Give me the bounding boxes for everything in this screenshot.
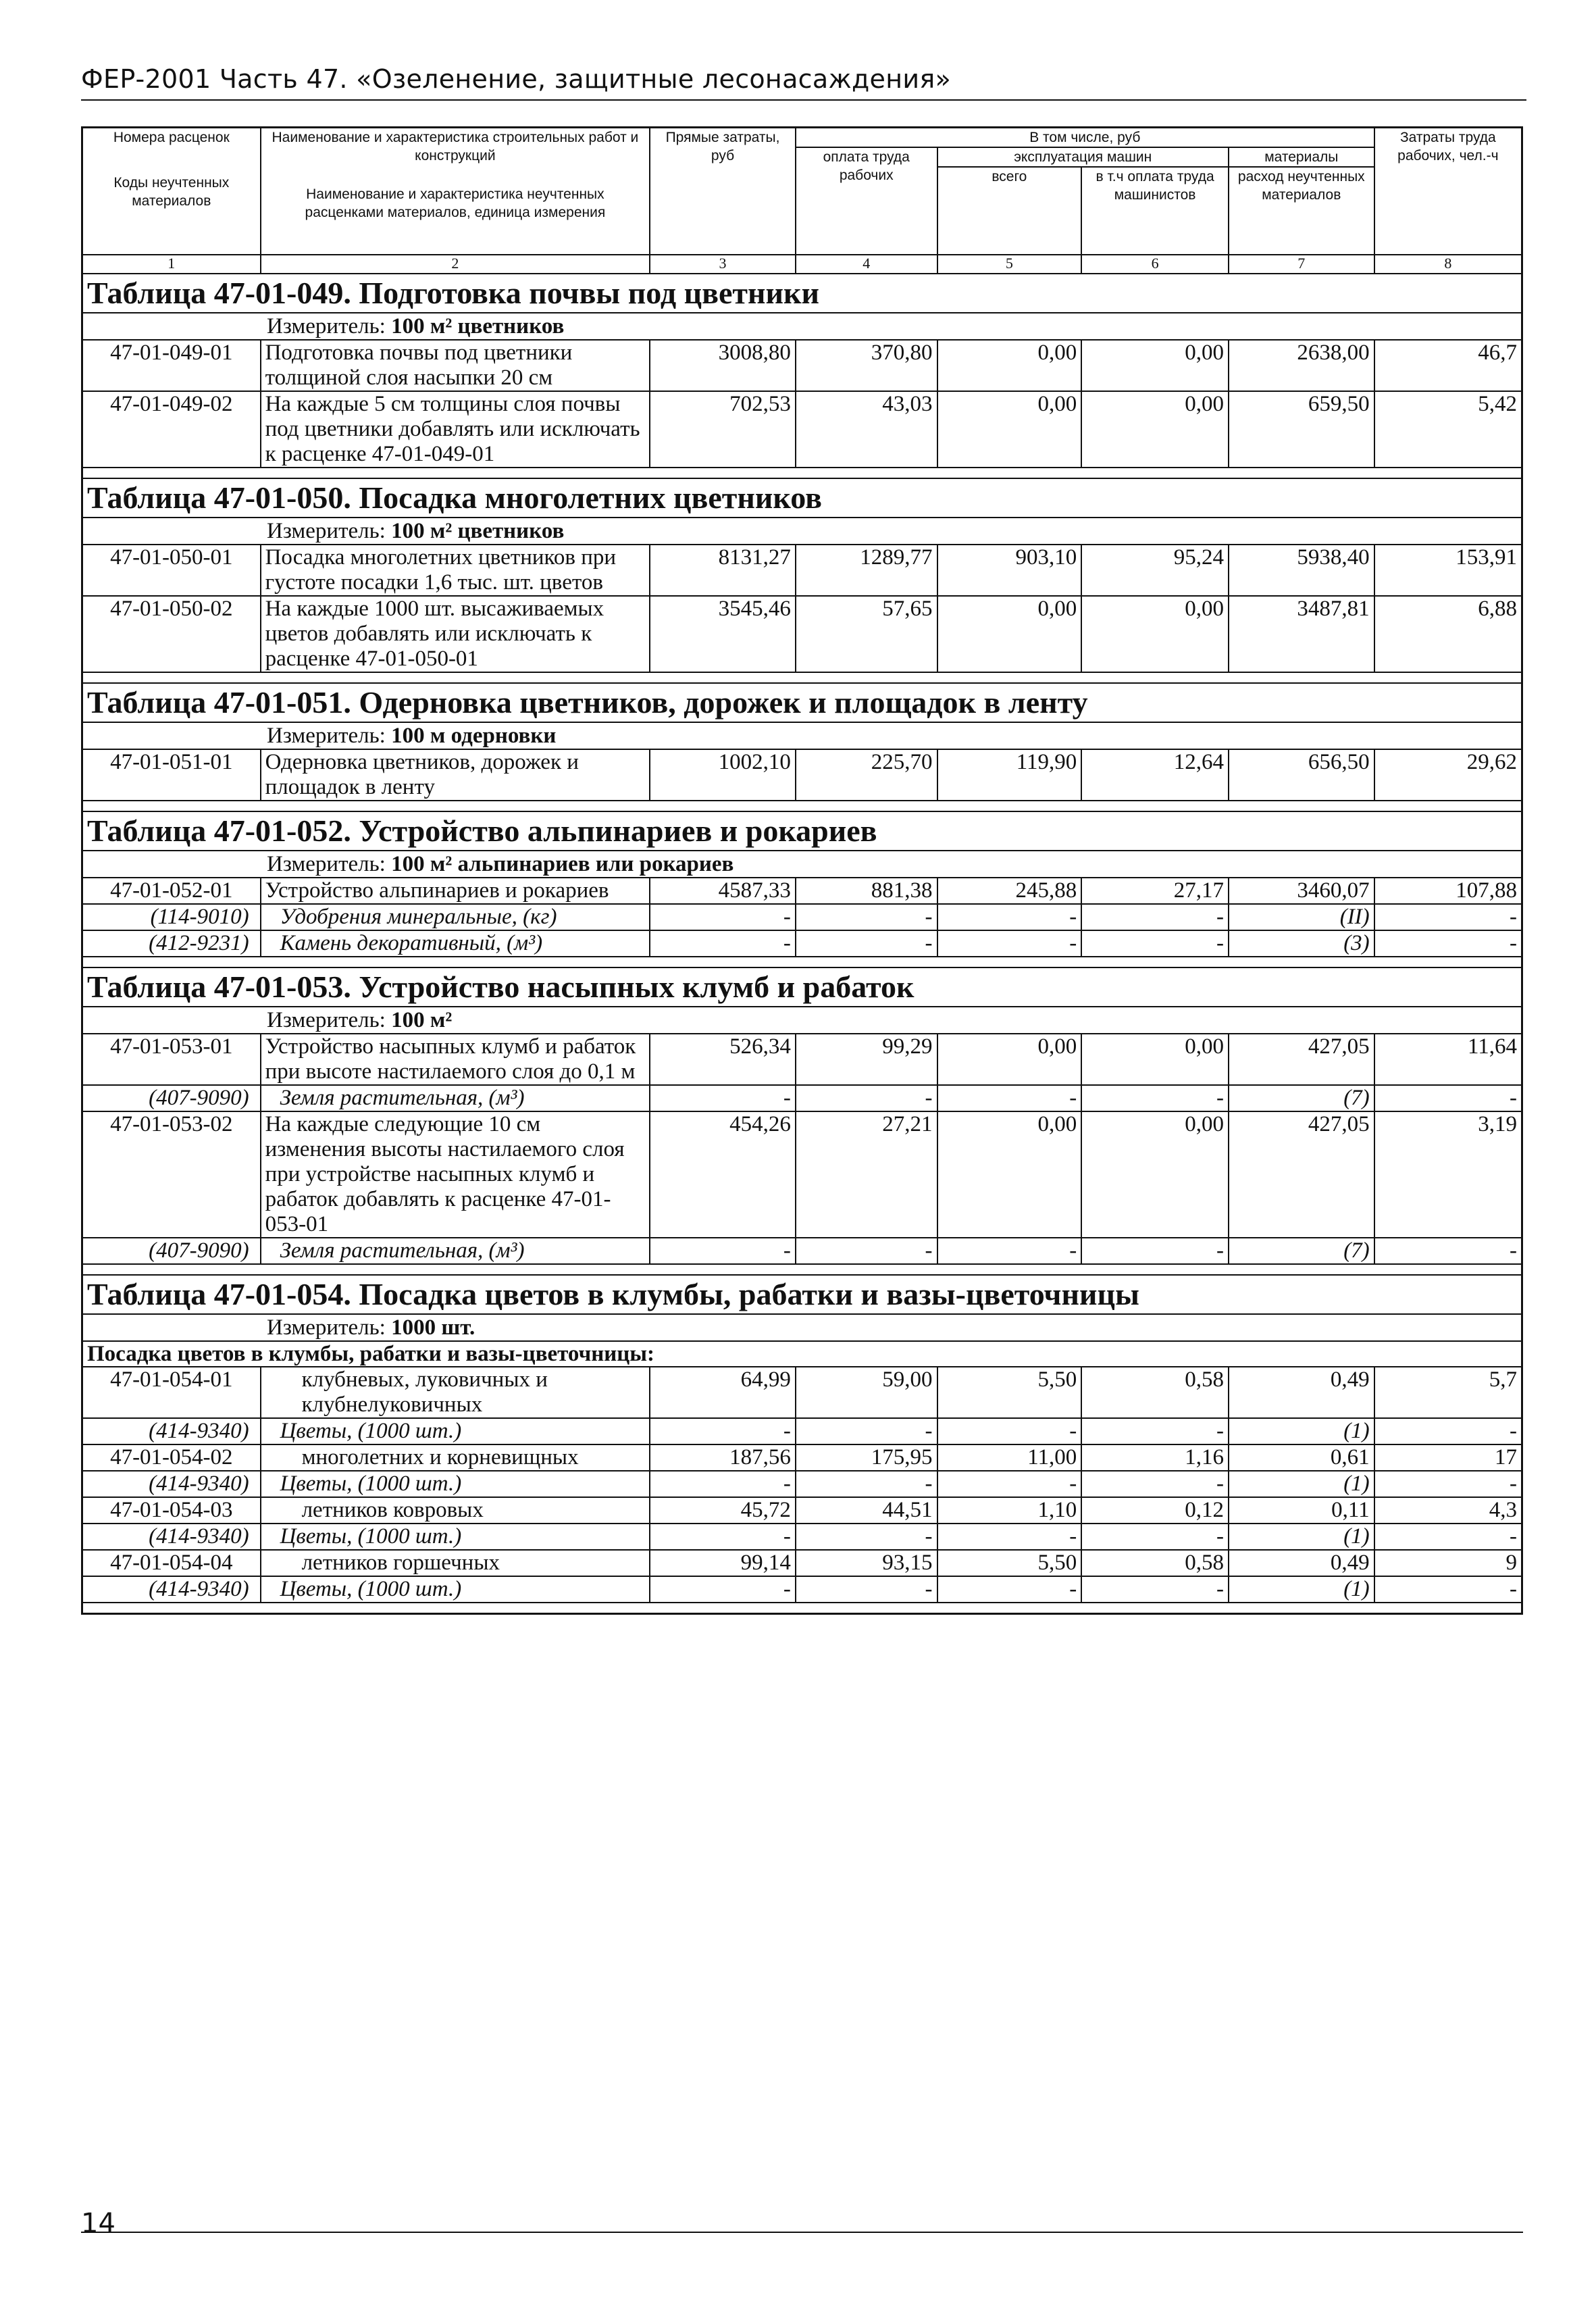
header-machines: эксплуатация машин xyxy=(937,147,1229,167)
rate-row xyxy=(82,1444,1522,1471)
machines-total: 0,00 xyxy=(937,391,1082,468)
rate-code: 47-01-049-01 xyxy=(82,340,261,391)
machinists-pay: 0,58 xyxy=(1081,1367,1229,1418)
material-code: (414-9340) xyxy=(82,1471,261,1497)
header-direct-costs: Прямые затраты, руб xyxy=(650,128,796,255)
unit-row xyxy=(82,1007,1522,1034)
column-number: 5 xyxy=(937,255,1082,274)
work-description: На каждые 1000 шт. высаживаемых цветов добавлять или исключать к расценке 47-01-050-01 xyxy=(261,596,650,672)
machinists-pay: 95,24 xyxy=(1081,545,1229,596)
column-number: 8 xyxy=(1374,255,1522,274)
machinists-pay: 0,00 xyxy=(1081,1034,1229,1085)
unit-cell xyxy=(82,313,1522,340)
materials-cost: (II) xyxy=(1229,904,1374,930)
unit-line xyxy=(267,851,733,877)
labor-hours: 29,62 xyxy=(1374,749,1522,801)
material-row xyxy=(82,1471,1522,1497)
machines-total: - xyxy=(937,904,1082,930)
labor-hours: 153,91 xyxy=(1374,545,1522,596)
rate-code: 47-01-052-01 xyxy=(82,878,261,904)
work-description: Одерновка цветников, дорожек и площадок в ленту xyxy=(261,749,650,801)
machinists-pay: 27,17 xyxy=(1081,878,1229,904)
table-title-row xyxy=(82,1275,1522,1314)
machinists-pay: - xyxy=(1081,1576,1229,1603)
direct-cost: 8131,27 xyxy=(650,545,796,596)
table-title: Таблица 47-01-052. Устройство альпинариев и рокариев xyxy=(82,811,1522,851)
labor-pay: 59,00 xyxy=(796,1367,937,1418)
labor-hours: - xyxy=(1374,1418,1522,1444)
table-header xyxy=(82,128,1522,274)
direct-cost: - xyxy=(650,930,796,957)
rate-row xyxy=(82,596,1522,672)
machines-total: 245,88 xyxy=(937,878,1082,904)
page-number: 14 xyxy=(81,2208,115,2239)
rate-row xyxy=(82,391,1522,468)
materials-cost: (7) xyxy=(1229,1085,1374,1111)
materials-cost: 3487,81 xyxy=(1229,596,1374,672)
material-row xyxy=(82,1418,1522,1444)
unit-cell xyxy=(82,1007,1522,1034)
labor-hours: 9 xyxy=(1374,1550,1522,1576)
machines-total: - xyxy=(937,1085,1082,1111)
machinists-pay: - xyxy=(1081,1471,1229,1497)
direct-cost: 1002,10 xyxy=(650,749,796,801)
machinists-pay: 0,00 xyxy=(1081,340,1229,391)
unit-label: Измеритель: xyxy=(267,314,386,338)
unit-line xyxy=(267,723,556,749)
section-row xyxy=(82,1341,1522,1367)
rate-row xyxy=(82,1497,1522,1524)
material-code: (414-9340) xyxy=(82,1418,261,1444)
direct-cost: 187,56 xyxy=(650,1444,796,1471)
materials-cost: 5938,40 xyxy=(1229,545,1374,596)
materials-cost: (1) xyxy=(1229,1418,1374,1444)
rate-row xyxy=(82,340,1522,391)
column-number: 6 xyxy=(1081,255,1229,274)
rate-row xyxy=(82,1111,1522,1238)
unit-label: Измеритель: xyxy=(267,1315,386,1340)
work-description: летников горшечных xyxy=(261,1550,650,1576)
work-description: клубневых, луковичных и клубнелуковичных xyxy=(261,1367,650,1418)
machinists-pay: - xyxy=(1081,1085,1229,1111)
labor-hours: 3,19 xyxy=(1374,1111,1522,1238)
labor-hours: 17 xyxy=(1374,1444,1522,1471)
material-code: (407-9090) xyxy=(82,1238,261,1264)
machinists-pay: - xyxy=(1081,1418,1229,1444)
labor-pay: 27,21 xyxy=(796,1111,937,1238)
unit-cell xyxy=(82,851,1522,878)
direct-cost: 99,14 xyxy=(650,1550,796,1576)
column-number: 4 xyxy=(796,255,937,274)
rate-code: 47-01-054-02 xyxy=(82,1444,261,1471)
machines-total: 5,50 xyxy=(937,1550,1082,1576)
labor-pay: - xyxy=(796,1576,937,1603)
material-code: (114-9010) xyxy=(82,904,261,930)
unit-cell xyxy=(82,1314,1522,1341)
unit-row xyxy=(82,851,1522,878)
labor-pay: - xyxy=(796,1085,937,1111)
header-names xyxy=(261,128,650,255)
unit-value: 100 м² цветников xyxy=(391,314,565,338)
unit-value: 100 м² цветников xyxy=(391,519,565,543)
direct-cost: 3545,46 xyxy=(650,596,796,672)
table-title-row xyxy=(82,967,1522,1007)
unit-label: Измеритель: xyxy=(267,519,386,543)
labor-pay: 1289,77 xyxy=(796,545,937,596)
unit-cell xyxy=(82,722,1522,749)
header-machinists-pay: в т.ч оплата труда машинистов xyxy=(1081,167,1229,255)
materials-cost: 0,61 xyxy=(1229,1444,1374,1471)
direct-cost: - xyxy=(650,1238,796,1264)
running-head: ФЕР-2001 Часть 47. «Озеленение, защитные лесонасаждения» xyxy=(81,64,1526,101)
rate-row xyxy=(82,878,1522,904)
materials-cost: 427,05 xyxy=(1229,1034,1374,1085)
machines-total: 5,50 xyxy=(937,1367,1082,1418)
direct-cost: 526,34 xyxy=(650,1034,796,1085)
labor-hours: - xyxy=(1374,1085,1522,1111)
direct-cost: 4587,33 xyxy=(650,878,796,904)
rate-code: 47-01-054-04 xyxy=(82,1550,261,1576)
machinists-pay: - xyxy=(1081,1238,1229,1264)
table-title: Таблица 47-01-051. Одерновка цветников, дорожек и площадок в ленту xyxy=(82,683,1522,722)
unit-value: 100 м одерновки xyxy=(391,724,557,748)
rate-row xyxy=(82,545,1522,596)
table-gap xyxy=(82,801,1522,811)
work-description: На каждые 5 см толщины слоя почвы под цветники добавлять или исключать к расценке 47-01-049-01 xyxy=(261,391,650,468)
table-body xyxy=(82,274,1522,1614)
labor-pay: 93,15 xyxy=(796,1550,937,1576)
direct-cost: - xyxy=(650,904,796,930)
header-labor-costs: Затраты труда рабочих, чел.-ч xyxy=(1374,128,1522,255)
machinists-pay: 0,00 xyxy=(1081,596,1229,672)
machinists-pay: 0,00 xyxy=(1081,391,1229,468)
section-heading: Посадка цветов в клумбы, рабатки и вазы-цветочницы: xyxy=(82,1341,1522,1367)
machines-total: 0,00 xyxy=(937,596,1082,672)
labor-hours: - xyxy=(1374,930,1522,957)
direct-cost: - xyxy=(650,1576,796,1603)
work-description: Устройство альпинариев и рокариев xyxy=(261,878,650,904)
machinists-pay: 0,12 xyxy=(1081,1497,1229,1524)
material-name: Земля растительная, (м³) xyxy=(261,1238,650,1264)
price-table xyxy=(81,126,1523,1615)
machines-total: - xyxy=(937,1576,1082,1603)
header-including: В том числе, руб xyxy=(796,128,1374,148)
materials-cost: (1) xyxy=(1229,1524,1374,1550)
material-row xyxy=(82,1576,1522,1603)
work-description: Посадка многолетних цветников при густоте посадки 1,6 тыс. шт. цветов xyxy=(261,545,650,596)
unit-line xyxy=(267,313,564,339)
rate-code: 47-01-054-03 xyxy=(82,1497,261,1524)
table-title-row xyxy=(82,811,1522,851)
labor-hours: - xyxy=(1374,1524,1522,1550)
labor-pay: 57,65 xyxy=(796,596,937,672)
direct-cost: 45,72 xyxy=(650,1497,796,1524)
machines-total: - xyxy=(937,1238,1082,1264)
rate-code: 47-01-049-02 xyxy=(82,391,261,468)
header-material-codes: Коды неучтенных материалов xyxy=(113,175,230,209)
materials-cost: (1) xyxy=(1229,1576,1374,1603)
unit-line xyxy=(267,518,564,544)
material-name: Цветы, (1000 шт.) xyxy=(261,1418,650,1444)
work-description: На каждые следующие 10 см изменения высоты настилаемого слоя при устройстве насыпных клумб и рабаток добавлять к расценке 47-01-053-01 xyxy=(261,1111,650,1238)
labor-hours: 5,7 xyxy=(1374,1367,1522,1418)
machines-total: - xyxy=(937,1418,1082,1444)
material-name: Земля растительная, (м³) xyxy=(261,1085,650,1111)
gap-cell xyxy=(82,672,1522,683)
header-labor-pay: оплата труда рабочих xyxy=(796,147,937,255)
column-numbers-row xyxy=(82,255,1522,274)
unit-label: Измеритель: xyxy=(267,852,386,876)
direct-cost: - xyxy=(650,1418,796,1444)
work-description: многолетних и корневищных xyxy=(261,1444,650,1471)
labor-hours: 11,64 xyxy=(1374,1034,1522,1085)
rate-code: 47-01-053-02 xyxy=(82,1111,261,1238)
direct-cost: 702,53 xyxy=(650,391,796,468)
labor-hours: 6,88 xyxy=(1374,596,1522,672)
materials-cost: 659,50 xyxy=(1229,391,1374,468)
machines-total: 0,00 xyxy=(937,1111,1082,1238)
table-title-row xyxy=(82,478,1522,518)
table-gap xyxy=(82,468,1522,478)
header-material-name: Наименование и характеристика неучтенных расценками материалов, единица измерения xyxy=(305,186,606,220)
materials-cost: 427,05 xyxy=(1229,1111,1374,1238)
direct-cost: - xyxy=(650,1471,796,1497)
materials-cost: 0,49 xyxy=(1229,1367,1374,1418)
labor-hours: - xyxy=(1374,1471,1522,1497)
material-row xyxy=(82,930,1522,957)
rate-code: 47-01-053-01 xyxy=(82,1034,261,1085)
labor-hours: 5,42 xyxy=(1374,391,1522,468)
machines-total: 119,90 xyxy=(937,749,1082,801)
unit-line xyxy=(267,1315,475,1340)
materials-cost: (7) xyxy=(1229,1238,1374,1264)
labor-hours: 107,88 xyxy=(1374,878,1522,904)
machinists-pay: - xyxy=(1081,930,1229,957)
labor-pay: 99,29 xyxy=(796,1034,937,1085)
header-work-name: Наименование и характеристика строительных работ и конструкций xyxy=(272,130,639,164)
gap-cell xyxy=(82,1603,1522,1614)
labor-hours: - xyxy=(1374,904,1522,930)
column-number: 2 xyxy=(261,255,650,274)
direct-cost: 64,99 xyxy=(650,1367,796,1418)
material-code: (412-9231) xyxy=(82,930,261,957)
materials-cost: 0,11 xyxy=(1229,1497,1374,1524)
materials-cost: 0,49 xyxy=(1229,1550,1374,1576)
unit-line xyxy=(267,1007,452,1033)
gap-cell xyxy=(82,468,1522,478)
material-name: Цветы, (1000 шт.) xyxy=(261,1471,650,1497)
labor-pay: 43,03 xyxy=(796,391,937,468)
material-name: Камень декоративный, (м³) xyxy=(261,930,650,957)
materials-cost: 2638,00 xyxy=(1229,340,1374,391)
table-title: Таблица 47-01-050. Посадка многолетних цветников xyxy=(82,478,1522,518)
labor-pay: 44,51 xyxy=(796,1497,937,1524)
unit-value: 100 м² xyxy=(391,1008,453,1032)
material-code: (414-9340) xyxy=(82,1524,261,1550)
unit-value: 100 м² альпинариев или рокариев xyxy=(391,852,734,876)
column-number: 1 xyxy=(82,255,261,274)
unit-row xyxy=(82,722,1522,749)
labor-pay: - xyxy=(796,1471,937,1497)
labor-pay: 175,95 xyxy=(796,1444,937,1471)
machines-total: 0,00 xyxy=(937,340,1082,391)
table-title: Таблица 47-01-053. Устройство насыпных клумб и рабаток xyxy=(82,967,1522,1007)
direct-cost: 454,26 xyxy=(650,1111,796,1238)
material-code: (414-9340) xyxy=(82,1576,261,1603)
material-row xyxy=(82,1085,1522,1111)
material-name: Удобрения минеральные, (кг) xyxy=(261,904,650,930)
materials-cost: 656,50 xyxy=(1229,749,1374,801)
unit-row xyxy=(82,313,1522,340)
gap-cell xyxy=(82,957,1522,967)
column-number: 7 xyxy=(1229,255,1374,274)
header-total: всего xyxy=(937,167,1082,255)
machinists-pay: - xyxy=(1081,1524,1229,1550)
table-gap xyxy=(82,672,1522,683)
header-rate-numbers: Номера расценок xyxy=(113,130,230,145)
machines-total: 11,00 xyxy=(937,1444,1082,1471)
materials-cost: 3460,07 xyxy=(1229,878,1374,904)
labor-pay: 370,80 xyxy=(796,340,937,391)
rate-code: 47-01-050-02 xyxy=(82,596,261,672)
machines-total: - xyxy=(937,930,1082,957)
machinists-pay: 1,16 xyxy=(1081,1444,1229,1471)
machinists-pay: 0,00 xyxy=(1081,1111,1229,1238)
gap-cell xyxy=(82,1264,1522,1275)
labor-pay: - xyxy=(796,1238,937,1264)
labor-pay: - xyxy=(796,904,937,930)
work-description: Подготовка почвы под цветники толщиной слоя насыпки 20 см xyxy=(261,340,650,391)
header-materials: материалы xyxy=(1229,147,1374,167)
machines-total: 903,10 xyxy=(937,545,1082,596)
rate-row xyxy=(82,1367,1522,1418)
labor-pay: 225,70 xyxy=(796,749,937,801)
table-title: Таблица 47-01-049. Подготовка почвы под цветники xyxy=(82,274,1522,313)
direct-cost: 3008,80 xyxy=(650,340,796,391)
document-page xyxy=(81,64,1526,1615)
direct-cost: - xyxy=(650,1085,796,1111)
labor-hours: - xyxy=(1374,1576,1522,1603)
material-row xyxy=(82,904,1522,930)
machines-total: - xyxy=(937,1471,1082,1497)
unit-label: Измеритель: xyxy=(267,724,386,748)
rate-code: 47-01-054-01 xyxy=(82,1367,261,1418)
rate-code: 47-01-050-01 xyxy=(82,545,261,596)
materials-cost: (1) xyxy=(1229,1471,1374,1497)
rate-code: 47-01-051-01 xyxy=(82,749,261,801)
labor-hours: 4,3 xyxy=(1374,1497,1522,1524)
column-number: 3 xyxy=(650,255,796,274)
rate-row xyxy=(82,1034,1522,1085)
machinists-pay: - xyxy=(1081,904,1229,930)
material-code: (407-9090) xyxy=(82,1085,261,1111)
labor-hours: 46,7 xyxy=(1374,340,1522,391)
table-gap xyxy=(82,1603,1522,1614)
work-description: Устройство насыпных клумб и рабаток при высоте настилаемого слоя до 0,1 м xyxy=(261,1034,650,1085)
rate-row xyxy=(82,1550,1522,1576)
table-gap xyxy=(82,1264,1522,1275)
material-name: Цветы, (1000 шт.) xyxy=(261,1576,650,1603)
unit-cell xyxy=(82,518,1522,545)
direct-cost: - xyxy=(650,1524,796,1550)
unit-value: 1000 шт. xyxy=(391,1315,475,1340)
material-row xyxy=(82,1524,1522,1550)
labor-pay: 881,38 xyxy=(796,878,937,904)
machines-total: 0,00 xyxy=(937,1034,1082,1085)
unit-label: Измеритель: xyxy=(267,1008,386,1032)
machinists-pay: 12,64 xyxy=(1081,749,1229,801)
labor-hours: - xyxy=(1374,1238,1522,1264)
unit-row xyxy=(82,518,1522,545)
unit-row xyxy=(82,1314,1522,1341)
rate-row xyxy=(82,749,1522,801)
labor-pay: - xyxy=(796,930,937,957)
machines-total: 1,10 xyxy=(937,1497,1082,1524)
machinists-pay: 0,58 xyxy=(1081,1550,1229,1576)
labor-pay: - xyxy=(796,1418,937,1444)
table-title-row xyxy=(82,274,1522,313)
material-name: Цветы, (1000 шт.) xyxy=(261,1524,650,1550)
material-row xyxy=(82,1238,1522,1264)
machines-total: - xyxy=(937,1524,1082,1550)
table-title-row xyxy=(82,683,1522,722)
header-materials-use: расход неучтенных материалов xyxy=(1229,167,1374,255)
gap-cell xyxy=(82,801,1522,811)
labor-pay: - xyxy=(796,1524,937,1550)
table-title: Таблица 47-01-054. Посадка цветов в клумбы, рабатки и вазы-цветочницы xyxy=(82,1275,1522,1314)
table-gap xyxy=(82,957,1522,967)
header-codes xyxy=(82,128,261,255)
materials-cost: (3) xyxy=(1229,930,1374,957)
work-description: летников ковровых xyxy=(261,1497,650,1524)
